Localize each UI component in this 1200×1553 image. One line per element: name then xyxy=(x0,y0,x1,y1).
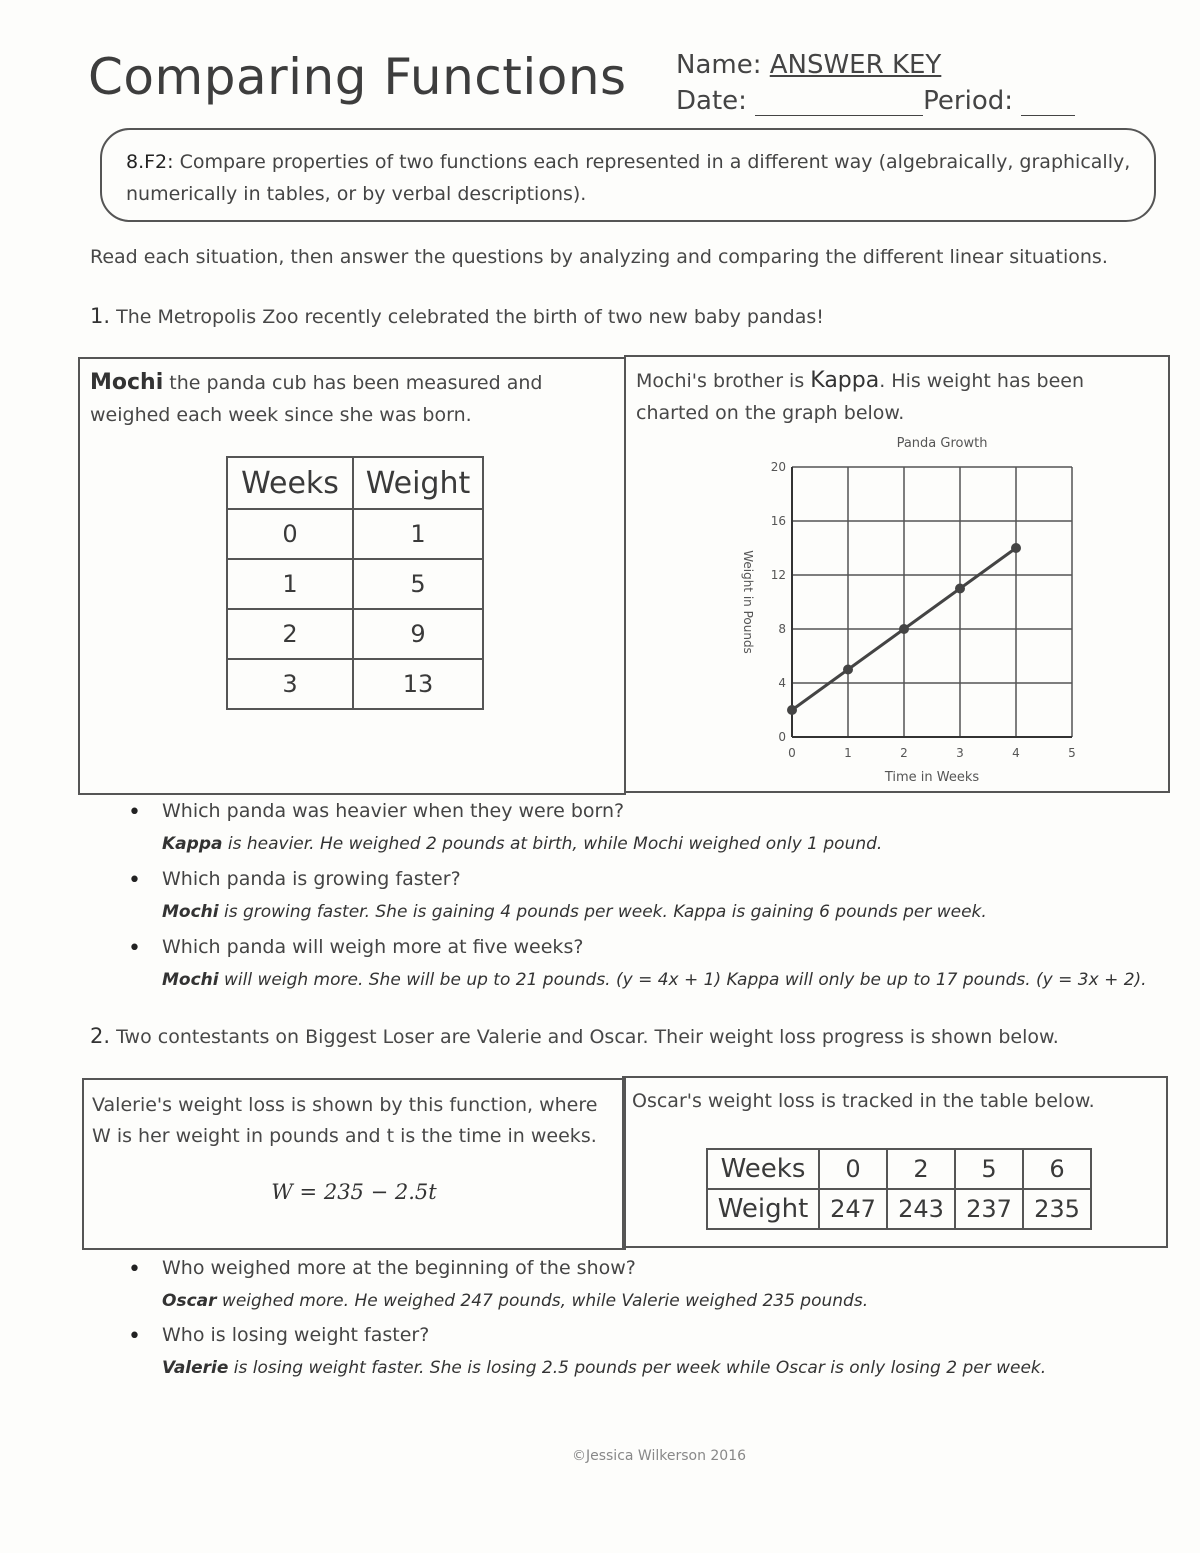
chart-title: Panda Growth xyxy=(896,436,988,451)
table-row xyxy=(227,609,483,659)
kappa-text-a: Mochi's brother is xyxy=(636,370,811,392)
x-tick-label: 2 xyxy=(900,746,908,760)
instructions: Read each situation, then answer the questions by analyzing and comparing the different linear situations. xyxy=(90,246,1108,268)
mochi-panel xyxy=(78,357,626,795)
valerie-equation: W = 235 − 2.5t xyxy=(271,1180,437,1204)
mochi-name: Mochi xyxy=(90,370,164,395)
y-tick-label: 0 xyxy=(778,730,786,744)
copyright-footer: ©Jessica Wilkerson 2016 xyxy=(571,1448,747,1464)
question-2-number: 2. xyxy=(90,1024,111,1048)
table-cell: 1 xyxy=(227,559,353,609)
standard-description: Compare properties of two functions each represented in a different way (algebraically, graphically, numerically in tables, or by verbal descriptions). xyxy=(126,151,1131,205)
table-cell: 0 xyxy=(819,1149,887,1189)
q2-bullet-1-question: • Who weighed more at the beginning of the show? xyxy=(162,1257,636,1279)
y-axis-label: Weight in Pounds xyxy=(741,550,755,654)
answer-text: is losing weight faster. She is losing 2.5 pounds per week while Oscar is only losing 2 per week. xyxy=(228,1358,1047,1378)
table-cell: 235 xyxy=(1023,1189,1091,1229)
answer-text: weighed more. He weighed 247 pounds, while Valerie weighed 235 pounds. xyxy=(216,1291,869,1311)
date-line xyxy=(755,115,923,116)
question-1-text: The Metropolis Zoo recently celebrated the birth of two new baby pandas! xyxy=(116,306,824,328)
table-cell: 3 xyxy=(227,659,353,709)
answer-name: Valerie xyxy=(162,1358,229,1378)
table-cell: 5 xyxy=(955,1149,1023,1189)
y-tick-label: 12 xyxy=(770,568,786,582)
data-point xyxy=(955,584,965,594)
x-tick-label: 4 xyxy=(1012,746,1020,760)
period-label: Period: xyxy=(923,86,1014,116)
answer-name: Oscar xyxy=(162,1291,217,1311)
x-tick-label: 3 xyxy=(956,746,964,760)
table-row xyxy=(227,509,483,559)
q1-bullet-1-answer xyxy=(162,834,882,854)
data-point xyxy=(843,665,853,675)
answer-text: is growing faster. She is gaining 4 pounds per week. Kappa is gaining 6 pounds per week. xyxy=(218,902,987,922)
oscar-panel xyxy=(622,1076,1168,1248)
table-cell: 6 xyxy=(1023,1149,1091,1189)
data-point xyxy=(899,624,909,634)
q1-bullet-2-answer xyxy=(162,902,987,922)
answer-name: Kappa xyxy=(162,834,223,854)
panda-growth-chart xyxy=(626,427,1166,787)
table-cell: 237 xyxy=(955,1189,1023,1229)
table-row xyxy=(707,1149,1091,1189)
data-point xyxy=(787,705,797,715)
mochi-text: the panda cub has been measured and weighed each week since she was born. xyxy=(90,372,543,426)
table-row xyxy=(227,559,483,609)
table-cell: 243 xyxy=(887,1189,955,1229)
valerie-panel xyxy=(82,1078,626,1250)
table-header-weight: Weight xyxy=(353,457,483,509)
question-1-prompt xyxy=(90,304,824,328)
oscar-description: Oscar's weight loss is tracked in the table below. xyxy=(632,1090,1095,1112)
name-field xyxy=(676,50,941,80)
mochi-table xyxy=(226,456,484,710)
q1-bullet-1-question: • Which panda was heavier when they were born? xyxy=(162,800,624,822)
question-2-prompt xyxy=(90,1024,1059,1048)
table-cell: 2 xyxy=(887,1149,955,1189)
q1-bullet-3-answer xyxy=(162,970,1147,990)
x-tick-label: 5 xyxy=(1068,746,1076,760)
x-tick-label: 1 xyxy=(844,746,852,760)
answer-name: Mochi xyxy=(162,902,219,922)
date-period-field xyxy=(676,86,1075,116)
standard-text xyxy=(126,146,1136,210)
x-tick-label: 0 xyxy=(788,746,796,760)
period-line xyxy=(1021,115,1075,116)
answer-name: Mochi xyxy=(162,970,219,990)
page-title: Comparing Functions xyxy=(88,48,627,106)
q2-bullet-1-answer xyxy=(162,1291,868,1311)
answer-text: will weigh more. She will be up to 21 pounds. (y = 4x + 1) Kappa will only be up to 17 pounds. (y = 3x + 2). xyxy=(218,970,1147,990)
data-point xyxy=(1011,543,1021,553)
q1-bullet-2-question: • Which panda is growing faster? xyxy=(162,868,461,890)
y-tick-label: 4 xyxy=(778,676,786,690)
question-2-text: Two contestants on Biggest Loser are Valerie and Oscar. Their weight loss progress is shown below. xyxy=(116,1026,1059,1048)
kappa-description xyxy=(636,365,1156,429)
table-header-row xyxy=(227,457,483,509)
table-cell: 247 xyxy=(819,1189,887,1229)
valerie-description: Valerie's weight loss is shown by this function, where W is her weight in pounds and t is the time in weeks. xyxy=(92,1094,598,1147)
table-row xyxy=(227,659,483,709)
kappa-panel xyxy=(624,355,1170,793)
standard-code: 8.F2: xyxy=(126,151,174,173)
x-axis-label: Time in Weeks xyxy=(884,770,980,785)
q1-bullet-3-question: • Which panda will weigh more at five weeks? xyxy=(162,936,583,958)
kappa-text-b: . His weight has been charted on the graph below. xyxy=(636,370,1085,424)
table-row xyxy=(707,1189,1091,1229)
name-value: ANSWER KEY xyxy=(769,50,942,80)
table-cell: 9 xyxy=(353,609,483,659)
table-cell: 13 xyxy=(353,659,483,709)
oscar-table xyxy=(706,1148,1092,1230)
name-label: Name: xyxy=(676,50,762,80)
kappa-name: Kappa xyxy=(810,368,880,393)
table-cell: 0 xyxy=(227,509,353,559)
mochi-description xyxy=(90,367,610,431)
answer-text: is heavier. He weighed 2 pounds at birth, while Mochi weighed only 1 pound. xyxy=(222,834,883,854)
table-header-weeks: Weeks xyxy=(227,457,353,509)
table-row-label: Weight xyxy=(707,1189,819,1229)
question-1-number: 1. xyxy=(90,304,111,328)
y-tick-label: 20 xyxy=(770,460,786,474)
y-tick-label: 8 xyxy=(778,622,786,636)
table-cell: 2 xyxy=(227,609,353,659)
q2-bullet-2-answer xyxy=(162,1358,1046,1378)
table-cell: 1 xyxy=(353,509,483,559)
date-label: Date: xyxy=(676,86,747,116)
table-row-label: Weeks xyxy=(707,1149,819,1189)
y-tick-label: 16 xyxy=(770,514,786,528)
q2-bullet-2-question: • Who is losing weight faster? xyxy=(162,1324,429,1346)
table-cell: 5 xyxy=(353,559,483,609)
